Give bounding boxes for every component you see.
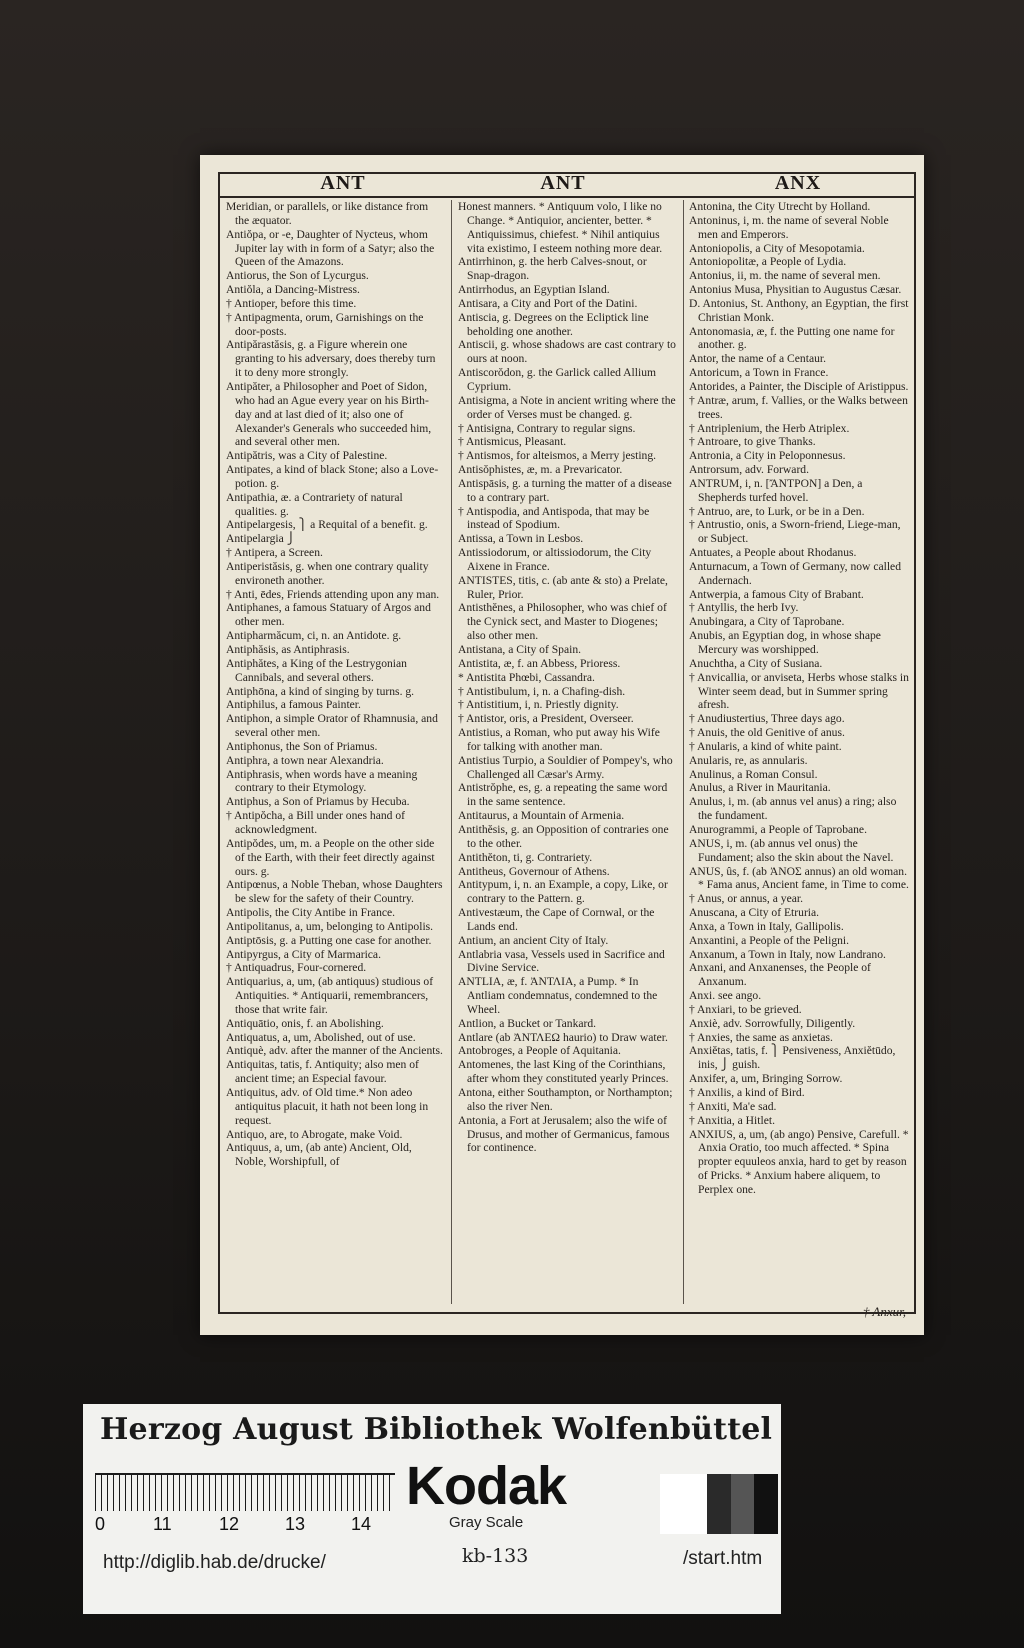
dictionary-entry: Antonina, the City Utrecht by Holland. — [689, 200, 871, 213]
dictionary-entry: Antipŏdes, um, m. a People on the other side of the Earth, with their feet directly against ours. g. — [226, 836, 435, 878]
dictionary-entry: Antissiodorum, or altissiodorum, the City Aixene in France. — [458, 546, 652, 573]
dictionary-entry: Antiptōsis, g. a Putting one case for another. — [226, 933, 432, 947]
dictionary-entry: Anulus, a River in Mauritania. — [689, 781, 831, 795]
dictionary-entry: Antipœnus, a Noble Theban, whose Daughters be slew for the safety of their Country. — [226, 878, 443, 906]
dictionary-entry: ANTISTES, titis, c. (ab ante & sto) a Prelate, Ruler, Prior. — [458, 573, 668, 601]
dictionary-entry: Antithĕsis, g. an Opposition of contraries one to the other. — [458, 822, 669, 850]
dictionary-entry: Antiorus, the Son of Lycurgus. — [226, 269, 369, 283]
gray-swatch — [754, 1474, 778, 1534]
header-right: ANX — [774, 172, 822, 194]
header-left: ANT — [320, 172, 366, 194]
dictionary-entry: Antorides, a Painter, the Disciple of Aristippus. — [689, 379, 909, 393]
dictionary-entry: Antwerpia, a famous City of Brabant. — [689, 587, 864, 601]
dictionary-entry: † Antipŏcha, a Bill under ones hand of acknowledgment. — [226, 809, 406, 836]
dictionary-entry: Antivestæum, the Cape of Cornwal, or the Lands end. — [458, 906, 655, 933]
dictionary-entry: Antipathia, æ. a Contrariety of natural qualities. g. — [226, 490, 403, 518]
dictionary-entry: Antipates, a kind of black Stone; also a Love-potion. g. — [226, 463, 439, 490]
dictionary-entry: † Antræ, arum, f. Vallies, or the Walks between trees. — [689, 393, 908, 421]
dictionary-entry: Antistana, a City of Spain. — [458, 643, 582, 656]
dictionary-entry: Anturnacum, a Town of Germany, now called Andernach. — [689, 559, 901, 587]
gray-swatch — [731, 1474, 755, 1534]
dictionary-entry: Antipătris, was a City of Palestine. — [226, 449, 388, 463]
dictionary-entry: Antipăter, a Philosopher and Poet of Sidon, who had an Ague every year on his Birth-day and at last died of it; also one of Alexander's Generals who succeeded him, and several other men. — [226, 379, 432, 449]
dictionary-entry: † Antriplenium, the Herb Atriplex. — [689, 421, 850, 435]
dictionary-entry: Antisŏphistes, æ, m. a Prevaricator. — [458, 463, 623, 477]
dictionary-entry: Antoniopolitæ, a People of Lydia. — [689, 255, 847, 269]
dictionary-entry: D. Antonius, St. Anthony, an Egyptian, the first Christian Monk. — [689, 296, 909, 324]
dictionary-entry: Anxa, a Town in Italy, Gallipolis. — [689, 919, 844, 933]
dictionary-entry: Antipyrgus, a City of Marmarica. — [226, 947, 381, 961]
dictionary-entry: Anuchtha, a City of Susiana. — [689, 656, 823, 670]
dictionary-entry: † Anus, or annus, a year. — [689, 892, 803, 906]
dictionary-entry: Anulus, i, m. (ab annus vel anus) a ring; also the fundament. — [689, 795, 897, 823]
dictionary-entry: Antona, either Southampton, or Northampton; also the river Nen. — [458, 1086, 673, 1113]
dictionary-entry: Antium, an ancient City of Italy. — [458, 933, 609, 947]
dictionary-entry: Antor, the name of a Centaur. — [689, 352, 827, 366]
dictionary-entry: Antiquus, a, um, (ab ante) Ancient, Old, Noble, Worshipfull, of — [226, 1141, 412, 1169]
dictionary-entry: Anxiè, adv. Sorrowfully, Diligently. — [689, 1016, 856, 1030]
dictionary-entry: ANTRUM, i, n. [ἌΝΤΡΟΝ] a Den, a Shepherds turfed hovel. — [689, 476, 863, 504]
ruler-number: 11 — [153, 1514, 172, 1534]
dictionary-entry: Antiphilus, a famous Painter. — [226, 698, 361, 712]
dictionary-entry: Antiphus, a Son of Priamus by Hecuba. — [226, 795, 410, 809]
dictionary-entry: Antiquarius, a, um, (ab antiquus) studious of Antiquities. * Antiquarii, remembrancers, those that write fair. — [226, 975, 434, 1016]
dictionary-entry: Antirrhinon, g. the herb Calves-snout, or Snap-dragon. — [458, 255, 647, 283]
dictionary-entry: Antiquitas, tatis, f. Antiquity; also men of ancient time; an Especial favour. — [226, 1058, 419, 1086]
dictionary-column-3 — [689, 200, 909, 1308]
dictionary-entry: Antlabria vasa, Vessels used in Sacrifice and Divine Service. — [458, 947, 665, 975]
dictionary-entry: † Antispodia, and Antispoda, that may be instead of Spodium. — [458, 504, 650, 532]
dictionary-entry: Antirrhodus, an Egyptian Island. — [458, 283, 610, 297]
dictionary-entry: Antiphōna, a kind of singing by turns. g. — [226, 684, 415, 698]
dictionary-entry: Anxi. see ango. — [689, 989, 762, 1003]
dictionary-entry: Antipelargesis, ⎫ a Requital of a benefit. g. — [226, 518, 428, 532]
ruler-number: 13 — [285, 1514, 306, 1534]
dictionary-column-2 — [458, 200, 676, 1308]
dictionary-entry: † Antistor, oris, a President, Overseer. — [458, 712, 634, 726]
dictionary-entry: Antiscia, g. Degrees on the Ecliptick line beholding one another. — [458, 310, 649, 338]
dictionary-entry: Antiphra, a town near Alexandria. — [226, 753, 384, 767]
dictionary-entry: † Antismos, for alteismos, a Merry jesting. — [458, 449, 657, 463]
dictionary-entry: † Antistitium, i, n. Priestly dignity. — [458, 698, 619, 712]
dictionary-entry: † Anxiti, Ma'e sad. — [689, 1099, 777, 1113]
dictionary-entry: Antiŏpa, or -e, Daughter of Nycteus, whom Jupiter lay with in form of a Satyr; also the Queen of the Amazons. — [226, 227, 435, 269]
kodak-logo: Kodak — [406, 1456, 567, 1516]
dictionary-entry: Antistius, a Roman, who put away his Wife for talking with another man. — [458, 726, 660, 753]
gray-swatches — [660, 1474, 778, 1534]
dictionary-entry: † Anxilis, a kind of Bird. — [689, 1086, 805, 1099]
dictionary-entry: Antissa, a Town in Lesbos. — [458, 532, 584, 546]
dictionary-entry: Antiquitus, adv. of Old time.* Non adeo antiquitus placuit, it hath not been long in request. — [226, 1086, 429, 1127]
dictionary-entry: Antomenes, the last King of the Corinthians, after whom they constituted yearly Princes. — [458, 1058, 669, 1086]
dictionary-entry: † Anxitia, a Hitlet. — [689, 1113, 775, 1127]
dictionary-entry: ANXIUS, a, um, (ab ango) Pensive, Carefull. * Anxia Oratio, too much affected. * Spina propter equuleos anxia, hard to get by reason of Pricks. * Anxium habere aliquem, to Perplex one. — [689, 1127, 909, 1196]
dictionary-entry: † Antismicus, Pleasant. — [458, 435, 567, 449]
source-url: http://diglib.hab.de/drucke/ — [103, 1552, 326, 1573]
dictionary-entry: † Antipera, a Screen. — [226, 546, 323, 560]
dictionary-entry: Antispāsis, g. a turning the matter of a disease to a contrary part. — [458, 476, 672, 504]
dictionary-entry: Anubingara, a City of Taprobane. — [689, 615, 845, 629]
dictionary-entry: Anulinus, a Roman Consul. — [689, 767, 818, 781]
dictionary-entry: † Antroare, to give Thanks. — [689, 435, 816, 449]
dictionary-entry: Antiscorŏdon, g. the Garlick called Allium Cyprium. — [458, 366, 657, 393]
dictionary-entry: † Anudiustertius, Three days ago. — [689, 712, 845, 726]
dictionary-entry: Antlion, a Bucket or Tankard. — [458, 1016, 597, 1030]
dictionary-entry: Antipărastăsis, g. a Figure wherein one granting to his adversary, does thereby turn it to deny more strongly. — [226, 338, 436, 380]
dictionary-entry: Antipolis, the City Antibe in France. — [226, 906, 396, 920]
dictionary-entry: Antipelargia ⎭ — [226, 532, 296, 546]
dictionary-entry: Antiperistăsis, g. when one contrary quality environeth another. — [226, 559, 429, 587]
catchword: † Anxur, — [862, 1304, 906, 1319]
dictionary-entry: Antistita, æ, f. an Abbess, Prioress. — [458, 656, 621, 670]
dictionary-entry: Antiphanes, a famous Statuary of Argos and other men. — [226, 601, 431, 629]
dictionary-entry: Antipolitanus, a, um, belonging to Antipolis. — [226, 919, 434, 933]
library-title: Herzog August Bibliothek Wolfenbüttel — [100, 1412, 773, 1447]
dictionary-entry: Antiquatus, a, um, Abolished, out of use. — [226, 1030, 416, 1044]
dictionary-entry: * Antistita Phœbi, Cassandra. — [458, 670, 595, 684]
column-divider — [451, 200, 452, 1304]
dictionary-entry: Antiphonus, the Son of Priamus. — [226, 739, 378, 753]
ruler-numbers — [95, 1514, 395, 1536]
dictionary-entry: † Antrustio, onis, a Sworn-friend, Liege-man, or Subject. — [689, 518, 901, 546]
gray-swatch — [684, 1474, 708, 1534]
dictionary-entry: Antonia, a Fort at Jerusalem; also the wife of Drusus, and mother of Germanicus, famous for continence. — [458, 1113, 670, 1155]
column-divider — [683, 200, 684, 1304]
url-suffix: /start.htm — [683, 1548, 763, 1569]
dictionary-entry: Antiphăsis, as Antiphrasis. — [226, 643, 350, 656]
grayscale-label: Gray Scale — [449, 1514, 524, 1531]
dictionary-entry: † Antisigna, Contrary to regular signs. — [458, 421, 636, 435]
dictionary-entry: Antrorsum, adv. Forward. — [689, 463, 809, 477]
dictionary-entry: Antisara, a City and Port of the Datini. — [458, 296, 638, 310]
dictionary-entry: Antlare (ab ἈΝΤΛΕΩ haurio) to Draw water. — [458, 1030, 668, 1044]
dictionary-entry: Meridian, or parallels, or like distance from the æquator. — [226, 200, 429, 227]
dictionary-entry: Antiphrasis, when words have a meaning contrary to their Etymology. — [226, 767, 418, 795]
shelfmark: kb-133 — [462, 1545, 529, 1567]
dictionary-entry: Anxani, and Anxanenses, the People of Anxanum. — [689, 961, 871, 989]
dictionary-entry: Anularis, re, as annularis. — [689, 753, 808, 767]
dictionary-entry: Anxanum, a Town in Italy, now Landrano. — [689, 947, 886, 961]
ruler-number: 0 — [95, 1514, 106, 1534]
dictionary-entry: Antobroges, a People of Aquitania. — [458, 1044, 621, 1058]
dictionary-entry: Anxiĕtas, tatis, f. ⎫ Pensiveness, Anxiĕtūdo, inis, ⎭ guish. — [689, 1044, 896, 1072]
dictionary-entry: Antiphătes, a King of the Lestrygonian Cannibals, and several others. — [226, 656, 407, 684]
dictionary-entry: Anurogrammi, a People of Taprobane. — [689, 822, 867, 836]
dictionary-entry: Antuates, a People about Rhodanus. — [689, 546, 857, 560]
dictionary-entry: Antiŏla, a Dancing-Mistress. — [226, 283, 360, 297]
dictionary-entry: Antitaurus, a Mountain of Armenia. — [458, 809, 625, 823]
dictionary-entry: † Antipagmenta, orum, Garnishings on the door-posts. — [226, 310, 424, 338]
dictionary-entry: Antitheus, Governour of Athens. — [458, 864, 610, 878]
dictionary-entry: ANUS, i, m. (ab annus vel onus) the Fundament; also the skin about the Navel. — [689, 836, 894, 864]
dictionary-entry: † Antioper, before this time. — [226, 296, 357, 310]
dictionary-entry: Antoniopolis, a City of Mesopotamia. — [689, 241, 865, 255]
dictionary-entry: Antisthĕnes, a Philosopher, who was chief of the Cynick sect, and Master to Diogenes; also other men. — [458, 601, 667, 643]
dictionary-entry: ANTLIA, æ, f. ἈΝΤΛΙΑ, a Pump. * In Antliam condemnatus, condemned to the Wheel. — [458, 975, 658, 1016]
dictionary-entry: Antonius Musa, Physitian to Augustus Cæsar. — [689, 283, 902, 297]
dictionary-entry: Antipharmăcum, ci, n. an Antidote. g. — [226, 629, 402, 643]
dictionary-entry: Antithĕton, ti, g. Contrariety. — [458, 850, 593, 864]
header-rule — [218, 196, 916, 198]
header-center: ANT — [540, 172, 586, 194]
dictionary-entry: Anxantini, a People of the Peligni. — [689, 933, 850, 947]
dictionary-column-1 — [226, 200, 444, 1308]
dictionary-entry: † Antruo, are, to Lurk, or be in a Den. — [689, 504, 865, 518]
dictionary-entry: † Antiquadrus, Four-cornered. — [226, 961, 367, 975]
dictionary-entry: † Antistibulum, i, n. a Chafing-dish. — [458, 684, 626, 698]
dictionary-entry: Antoricum, a Town in France. — [689, 366, 829, 380]
gray-swatch — [707, 1474, 731, 1534]
dictionary-entry: Antiquātio, onis, f. an Abolishing. — [226, 1016, 384, 1030]
dictionary-entry: Antronia, a City in Peloponnesus. — [689, 449, 846, 463]
dictionary-entry: Antiquè, adv. after the manner of the Ancients. — [226, 1044, 443, 1058]
dictionary-entry: † Anxiari, to be grieved. — [689, 1002, 802, 1016]
dictionary-entry: Antisigma, a Note in ancient writing where the order of Verses must be changed. g. — [458, 393, 676, 421]
dictionary-entry: Anubis, an Egyptian dog, in whose shape Mercury was worshipped. — [689, 629, 881, 656]
dictionary-entry: Honest manners. * Antiquum volo, I like no Change. * Antiquior, ancienter, better. * Antiquissimus, chiefest. * Nihil antiquius vita existimo, I esteem nothing more dear. — [458, 200, 663, 255]
dictionary-entry: Antonius, ii, m. the name of several men. — [689, 269, 881, 283]
ruler-number: 12 — [219, 1514, 240, 1534]
dictionary-entry: † Anvicallia, or anviseta, Herbs whose stalks in Winter seem dead, but in Summer spring afresh. — [689, 670, 909, 712]
dictionary-entry: Antistrŏphe, es, g. a repeating the same word in the same sentence. — [458, 781, 668, 809]
dictionary-entry: † Anuis, the old Genitive of anus. — [689, 726, 845, 740]
dictionary-entry: Antiphon, a simple Orator of Rhamnusia, and several other men. — [226, 712, 438, 740]
dictionary-entry: † Anularis, a kind of white paint. — [689, 739, 842, 753]
dictionary-entry: † Anxies, the same as anxietas. — [689, 1030, 833, 1044]
gray-swatch — [660, 1474, 684, 1534]
dictionary-entry: Antonomasia, æ, f. the Putting one name for another. g. — [689, 324, 895, 352]
dictionary-entry: † Antyllis, the herb Ivy. — [689, 601, 799, 615]
dictionary-entry: Antiscii, g. whose shadows are cast contrary to ours at noon. — [458, 338, 676, 366]
dictionary-entry: Antoninus, i, m. the name of several Noble men and Emperors. — [689, 213, 889, 241]
dictionary-entry: Antistius Turpio, a Souldier of Pompey's, who Challenged all Cæsar's Army. — [458, 753, 673, 781]
ruler-scale — [95, 1473, 395, 1511]
dictionary-entry: ANUS, ûs, f. (ab ἈΝΟΣ annus) an old woman. * Fama anus, Ancient fame, in Time to come. — [689, 864, 909, 892]
ruler-number: 14 — [351, 1514, 372, 1534]
dictionary-entry: Antitypum, i, n. an Example, a copy, Like, or contrary to the Pattern. g. — [458, 878, 668, 906]
dictionary-entry: † Anti, ēdes, Friends attending upon any man. — [226, 587, 440, 601]
dictionary-entry: Anuscana, a City of Etruria. — [689, 906, 820, 920]
dictionary-entry: Anxifer, a, um, Bringing Sorrow. — [689, 1072, 843, 1086]
dictionary-entry: Antiquo, are, to Abrogate, make Void. — [226, 1127, 403, 1141]
